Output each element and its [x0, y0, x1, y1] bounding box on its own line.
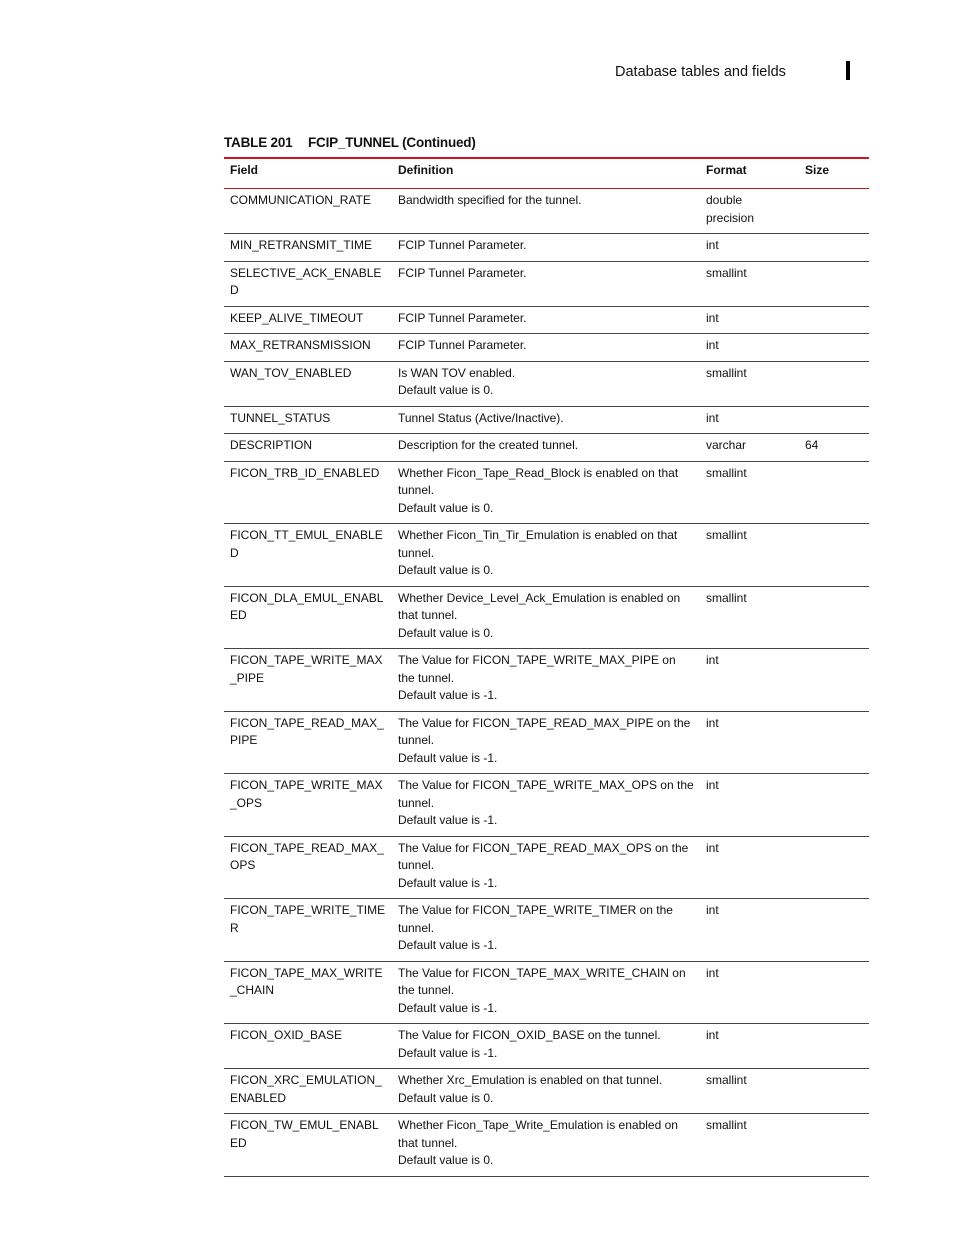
- field-cell: DESCRIPTION: [224, 434, 392, 462]
- table-row: [224, 406, 869, 434]
- table-row: [224, 434, 869, 462]
- field-cell: COMMUNICATION_RATE: [224, 189, 392, 234]
- definition-line: Default value is -1.: [398, 1000, 498, 1015]
- table-caption: [224, 135, 476, 150]
- format-cell: smallint: [700, 261, 799, 306]
- size-cell: [799, 189, 869, 234]
- definition-line: Default value is -1.: [398, 750, 498, 765]
- column-header-format: Format: [706, 163, 747, 177]
- field-cell: FICON_TAPE_READ_MAX_OPS: [224, 836, 392, 899]
- definition-line: Default value is 0.: [398, 383, 494, 397]
- format-cell: int: [700, 306, 799, 334]
- format-cell: int: [700, 234, 799, 262]
- definition-line: Default value is -1.: [398, 875, 498, 890]
- definition-cell: [392, 189, 700, 234]
- field-cell: KEEP_ALIVE_TIMEOUT: [224, 306, 392, 334]
- field-cell: FICON_TAPE_WRITE_TIMER: [224, 899, 392, 962]
- definition-line: Is WAN TOV enabled.: [398, 365, 516, 380]
- definition-line: FCIP Tunnel Parameter.: [398, 338, 527, 352]
- definition-cell: [392, 649, 700, 712]
- definition-cell: [392, 461, 700, 524]
- field-cell: FICON_TAPE_READ_MAX_PIPE: [224, 711, 392, 774]
- definition-line: Whether Xrc_Emulation is enabled on that tunnel.: [398, 1073, 663, 1087]
- format-cell: int: [700, 406, 799, 434]
- format-cell: varchar: [700, 434, 799, 462]
- table-row: [224, 711, 869, 774]
- format-cell: int: [700, 899, 799, 962]
- format-cell: smallint: [700, 361, 799, 406]
- field-cell: FICON_TT_EMUL_ENABLED: [224, 524, 392, 587]
- size-cell: 64: [799, 434, 869, 462]
- table-row: [224, 334, 869, 362]
- definition-line: Default value is -1.: [398, 1045, 498, 1060]
- definition-cell: [392, 261, 700, 306]
- column-header-field: Field: [230, 163, 259, 177]
- table-row: [224, 461, 869, 524]
- size-cell: [799, 1024, 869, 1069]
- definition-line: FCIP Tunnel Parameter.: [398, 238, 527, 252]
- format-cell: int: [700, 334, 799, 362]
- format-cell: int: [700, 836, 799, 899]
- definition-line: Default value is 0.: [398, 1153, 494, 1167]
- size-cell: [799, 334, 869, 362]
- definition-cell: [392, 774, 700, 837]
- size-cell: [799, 261, 869, 306]
- definition-cell: [392, 961, 700, 1024]
- format-cell: smallint: [700, 586, 799, 649]
- size-cell: [799, 461, 869, 524]
- definition-cell: [392, 434, 700, 462]
- definition-line: Default value is -1.: [398, 938, 498, 952]
- field-cell: FICON_TAPE_WRITE_MAX_PIPE: [224, 649, 392, 712]
- field-cell: FICON_OXID_BASE: [224, 1024, 392, 1069]
- format-cell: smallint: [700, 461, 799, 524]
- format-cell: double precision: [700, 189, 799, 234]
- definition-line: Whether Ficon_Tape_Read_Block is enabled on that tunnel.: [398, 465, 679, 497]
- definition-cell: [392, 1069, 700, 1114]
- definition-line: The Value for FICON_TAPE_WRITE_MAX_PIPE on the tunnel.: [398, 653, 676, 685]
- field-cell: FICON_TRB_ID_ENABLED: [224, 461, 392, 524]
- size-cell: [799, 961, 869, 1024]
- field-cell: SELECTIVE_ACK_ENABLED: [224, 261, 392, 306]
- definition-cell: [392, 1114, 700, 1177]
- table-row: [224, 189, 869, 234]
- definition-line: Whether Ficon_Tin_Tir_Emulation is enabled on that tunnel.: [398, 528, 678, 560]
- definition-line: Whether Ficon_Tape_Write_Emulation is enabled on that tunnel.: [398, 1118, 678, 1150]
- field-cell: FICON_XRC_EMULATION_ENABLED: [224, 1069, 392, 1114]
- table-row: [224, 649, 869, 712]
- table-row: [224, 961, 869, 1024]
- definition-cell: [392, 524, 700, 587]
- size-cell: [799, 899, 869, 962]
- table-row: [224, 524, 869, 587]
- field-cell: WAN_TOV_ENABLED: [224, 361, 392, 406]
- field-cell: FICON_DLA_EMUL_ENABLED: [224, 586, 392, 649]
- field-cell: MAX_RETRANSMISSION: [224, 334, 392, 362]
- table-header-row: [224, 158, 869, 189]
- table-row: [224, 586, 869, 649]
- format-cell: smallint: [700, 1114, 799, 1177]
- table-row: [224, 836, 869, 899]
- definition-line: Whether Device_Level_Ack_Emulation is enabled on that tunnel.: [398, 590, 681, 622]
- size-cell: [799, 524, 869, 587]
- field-cell: FICON_TAPE_MAX_WRITE_CHAIN: [224, 961, 392, 1024]
- table-row: [224, 774, 869, 837]
- definition-line: FCIP Tunnel Parameter.: [398, 265, 527, 280]
- field-cell: FICON_TW_EMUL_ENABLED: [224, 1114, 392, 1177]
- table-row: [224, 306, 869, 334]
- definition-cell: [392, 334, 700, 362]
- table-row: [224, 1114, 869, 1177]
- definition-line: The Value for FICON_TAPE_MAX_WRITE_CHAIN on the tunnel.: [398, 965, 686, 997]
- definition-line: Tunnel Status (Active/Inactive).: [398, 410, 564, 425]
- size-cell: [799, 1114, 869, 1177]
- definition-cell: [392, 306, 700, 334]
- definition-cell: [392, 586, 700, 649]
- format-cell: int: [700, 649, 799, 712]
- size-cell: [799, 1069, 869, 1114]
- format-cell: int: [700, 711, 799, 774]
- field-cell: TUNNEL_STATUS: [224, 406, 392, 434]
- definition-cell: [392, 711, 700, 774]
- table-row: [224, 234, 869, 262]
- table-number: TABLE 201: [224, 135, 293, 150]
- definition-line: Default value is -1.: [398, 813, 498, 827]
- definition-line: Default value is 0.: [398, 500, 494, 515]
- field-cell: FICON_TAPE_WRITE_MAX_OPS: [224, 774, 392, 837]
- size-cell: [799, 774, 869, 837]
- size-cell: [799, 234, 869, 262]
- table-row: [224, 899, 869, 962]
- column-header-definition: Definition: [398, 163, 454, 177]
- size-cell: [799, 649, 869, 712]
- size-cell: [799, 306, 869, 334]
- definition-line: The Value for FICON_TAPE_WRITE_TIMER on the tunnel.: [398, 903, 673, 935]
- definition-cell: [392, 836, 700, 899]
- running-header-title: Database tables and fields: [615, 64, 786, 80]
- definition-cell: [392, 899, 700, 962]
- definition-line: The Value for FICON_TAPE_READ_MAX_OPS on the tunnel.: [398, 840, 689, 872]
- table-title: FCIP_TUNNEL (Continued): [308, 135, 476, 150]
- definition-cell: [392, 406, 700, 434]
- fcip-tunnel-table: [224, 157, 869, 1177]
- definition-line: Description for the created tunnel.: [398, 438, 579, 452]
- definition-line: FCIP Tunnel Parameter.: [398, 310, 527, 325]
- definition-line: The Value for FICON_TAPE_WRITE_MAX_OPS on the tunnel.: [398, 778, 694, 810]
- table-row: [224, 1024, 869, 1069]
- definition-cell: [392, 1024, 700, 1069]
- table-row: [224, 1069, 869, 1114]
- format-cell: smallint: [700, 524, 799, 587]
- table-row: [224, 261, 869, 306]
- table-row: [224, 361, 869, 406]
- definition-line: Default value is 0.: [398, 1090, 494, 1105]
- format-cell: int: [700, 1024, 799, 1069]
- definition-line: Default value is 0.: [398, 625, 494, 640]
- definition-line: Bandwidth specified for the tunnel.: [398, 193, 582, 207]
- size-cell: [799, 586, 869, 649]
- definition-cell: [392, 361, 700, 406]
- definition-line: Default value is 0.: [398, 563, 494, 577]
- field-cell: MIN_RETRANSMIT_TIME: [224, 234, 392, 262]
- definition-cell: [392, 234, 700, 262]
- format-cell: smallint: [700, 1069, 799, 1114]
- size-cell: [799, 361, 869, 406]
- format-cell: int: [700, 774, 799, 837]
- definition-line: The Value for FICON_TAPE_READ_MAX_PIPE on the tunnel.: [398, 715, 691, 747]
- size-cell: [799, 406, 869, 434]
- definition-line: The Value for FICON_OXID_BASE on the tunnel.: [398, 1028, 661, 1042]
- definition-line: Default value is -1.: [398, 688, 498, 702]
- size-cell: [799, 836, 869, 899]
- size-cell: [799, 711, 869, 774]
- header-marker-bar: [846, 61, 850, 80]
- format-cell: int: [700, 961, 799, 1024]
- table-body: [224, 189, 869, 1177]
- column-header-size: Size: [805, 163, 830, 177]
